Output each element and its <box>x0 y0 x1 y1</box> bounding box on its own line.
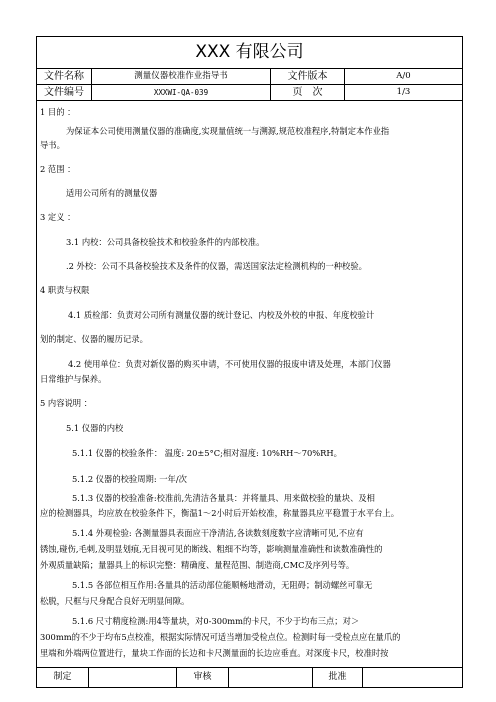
section-5-item: 5.1.1 仪器的校验条件： 温度: 20±5°C;相对湿度: 10%RH～70%RH。 <box>72 448 342 458</box>
header-row-number <box>37 85 462 101</box>
file-name-value: 测量仪器校准作业指导书 <box>92 69 271 84</box>
section-4-item: 4.1 质检部：负责对公司所有测量仪器的统计登记、内校及外校的申报、年度校验计 <box>68 310 375 320</box>
section-4-text: 划的制定、仪器的履历记录。 <box>40 334 148 344</box>
section-5-item: 5.1.3 仪器的校验准备:校准前,先清洁各量具：并将量具、用来做校验的量块、及相 <box>72 493 375 503</box>
section-5-title: 5 内容说明 ： <box>40 398 93 408</box>
section-5-text: 里端和外端两位置进行，量块工作面的长边和卡尺测量面的长边应垂直。对深度卡尺，校准时按 <box>40 648 389 658</box>
approved-by-label: 批准 <box>313 667 363 687</box>
section-3-item: 3.1 内校：公司具备校验技术和校验条件的内部校准。 <box>66 237 265 247</box>
section-2-text: 适用公司所有的测量仪器 <box>66 188 158 198</box>
file-version-value: A/0 <box>396 71 411 81</box>
reviewed-by-label: 审核 <box>177 667 229 687</box>
page-label: 页 次 <box>271 85 345 100</box>
approval-footer <box>37 667 462 687</box>
section-1-title: 1 目的 ： <box>40 107 76 117</box>
section-5-item: 5.1.4 外观检验: 各测量器具表面应干净清洁,各读数刻度数字应清晰可见,不应有 <box>72 528 364 538</box>
section-4-item: 4.2 使用单位：负责对新仪器的购买申请，不可使用仪器的报废申请及处理，本部门仪器 <box>68 359 391 369</box>
file-version-label: 文件版本 <box>271 69 345 84</box>
section-5-item: 5.1.6 尺寸精度检测:用4等量块，对0-300mm的卡尺，不少于均布三点；对＞ <box>72 616 360 626</box>
header-row-name <box>37 69 462 85</box>
section-5-item: 5.1.2 仪器的校验周期: 一年/次 <box>72 474 187 484</box>
file-number-label: 文件编号 <box>37 85 92 100</box>
section-5-text: 外观质量缺陷；量器具上的标识完整：精确度、量程范围、制造商,CMC及序列号等。 <box>40 560 355 570</box>
section-3-title: 3 定义 ： <box>40 212 76 222</box>
file-number-value: XXXWI-QA-039 <box>92 85 271 100</box>
section-4-text: 日常维护与保养。 <box>40 374 107 384</box>
content-body <box>37 101 462 668</box>
section-1-text: 为保证本公司使用测量仪器的准确度,实现量值统一与溯源,规范校准程序,特制定本作业指 <box>66 126 390 136</box>
section-5-item: 5.1.5 各部位相互作用:各量具的活动部位能顺畅地滑动，无阻碍；制动螺丝可靠无 <box>72 580 373 590</box>
prepared-by-label: 制定 <box>37 667 89 687</box>
reviewed-by-value <box>229 667 313 687</box>
section-5-text: 锈蚀,碰伤,毛刺,及明显划痕,无目视可见的断线、粗细不均等，影响测量准确性和读数准确性的 <box>40 544 383 554</box>
section-5-text: 应的检测器具，均应放在校验条件下，衡温1～2小时后开始校准，称量器具应平稳置于水平台上。 <box>40 508 400 518</box>
section-5-subtitle: 5.1 仪器的内校 <box>66 423 124 433</box>
company-title: XXX 有限公司 <box>37 37 462 69</box>
section-3-item: .2 外校：公司不具备校验技术及条件的仪器，需送国家法定检测机构的一种校验。 <box>66 261 367 271</box>
section-5-text: 300mm的不少于均布5点校准，根据实际情况可适当增加受检点位。检测时每一受检点应在量爪的 <box>40 632 401 642</box>
section-1-text: 导书。 <box>40 140 65 150</box>
section-4-title: 4 职责与权限 <box>40 285 90 295</box>
prepared-by-value <box>89 667 177 687</box>
page-value: 1/3 <box>396 87 411 97</box>
section-5-text: 松脱，尺框与尺身配合良好无明显间隙。 <box>40 596 190 606</box>
approved-by-value <box>363 667 462 687</box>
file-name-label: 文件名称 <box>37 69 92 84</box>
document-frame <box>36 36 463 688</box>
section-2-title: 2 范围 ： <box>40 164 76 174</box>
